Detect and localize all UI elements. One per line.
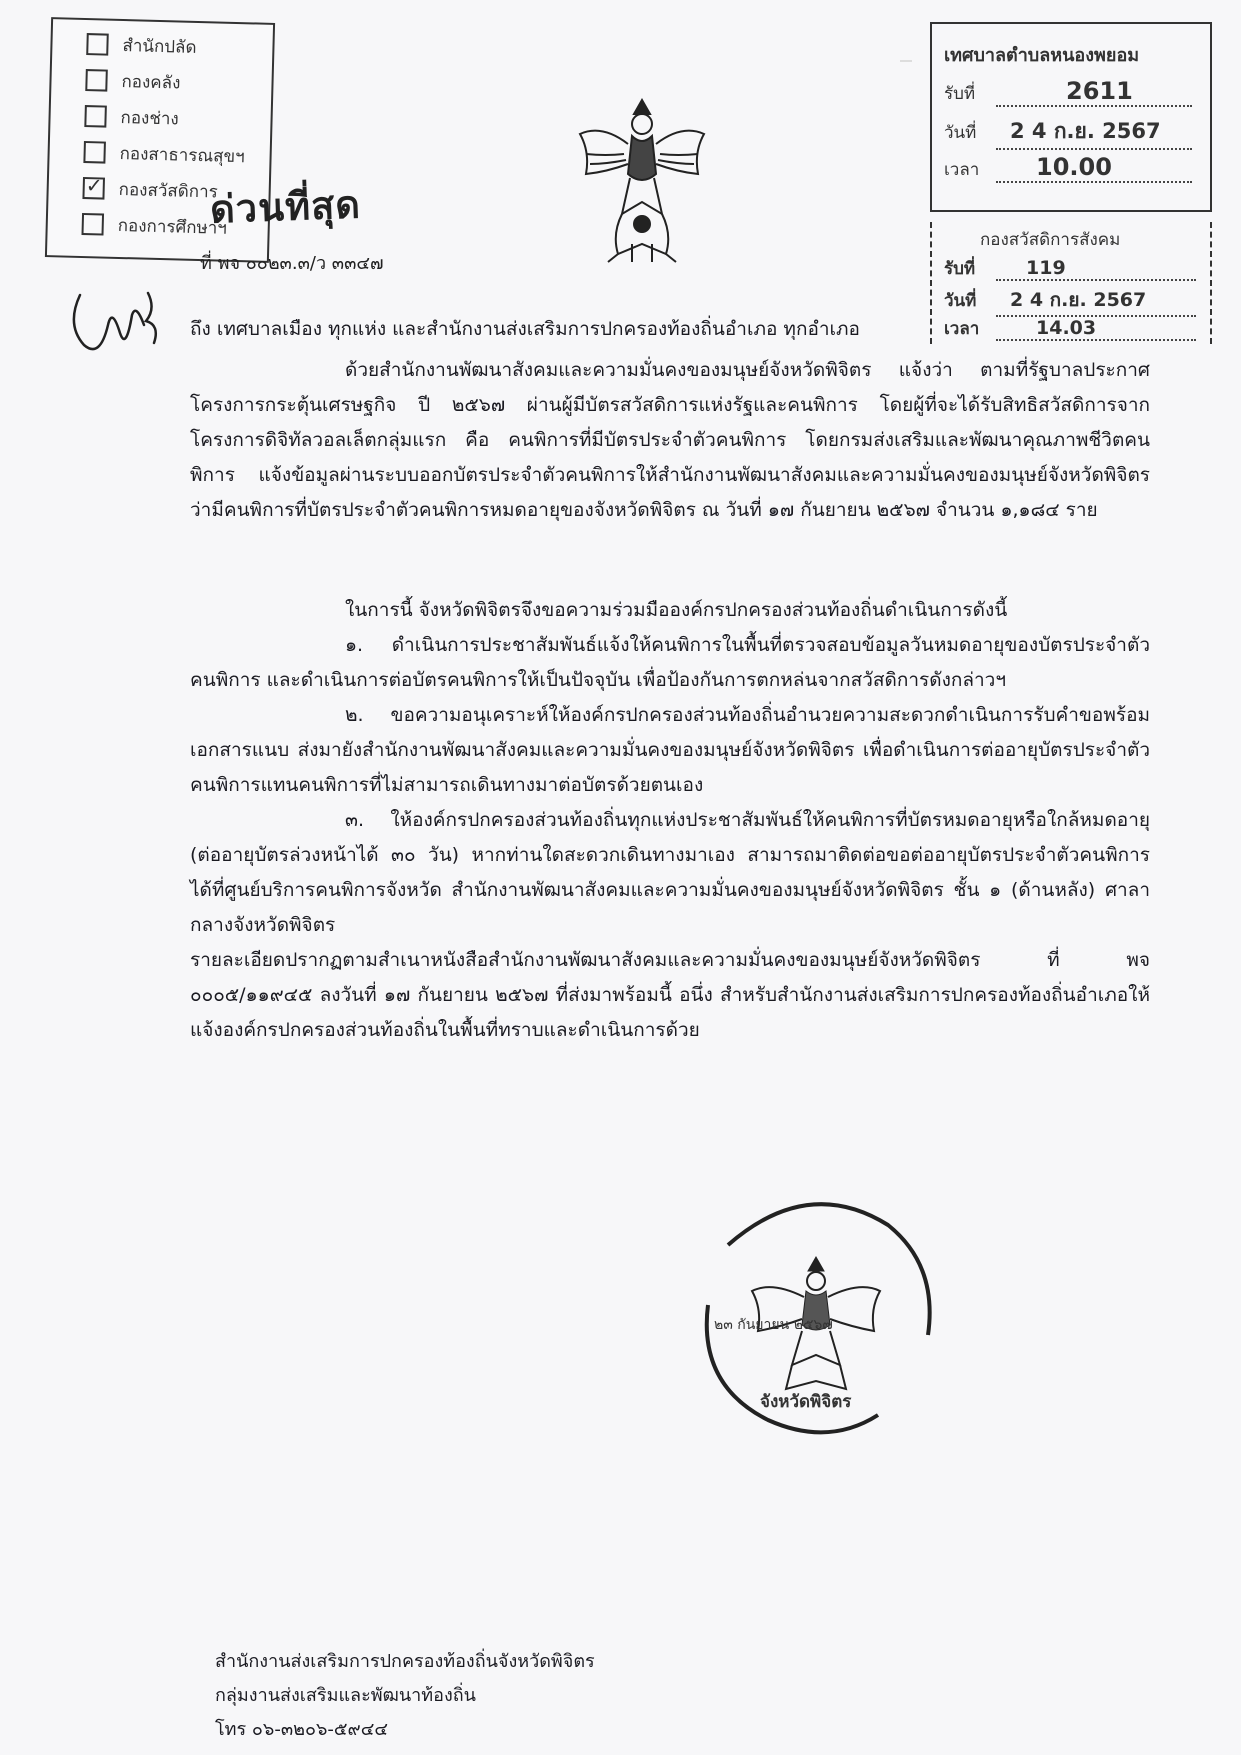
received-number: 2611	[996, 77, 1192, 107]
received-date: 2 4 ก.ย. 2567	[996, 115, 1192, 150]
footer-phone: โทร ๐๖-๓๒๐๖-๕๙๔๔	[215, 1719, 388, 1740]
routing-item-label: กองสาธารณสุขฯ	[119, 143, 245, 167]
receipt-stamp-title: กองสวัสดิการสังคม	[980, 230, 1121, 250]
received-date: 2 4 ก.ย. 2567	[996, 285, 1196, 317]
routing-item	[52, 25, 273, 67]
checkbox-icon	[81, 213, 104, 236]
time-label: เวลา	[944, 319, 980, 339]
routing-item-label: สำนักปลัด	[122, 35, 197, 58]
footer-contact	[215, 1645, 595, 1747]
routing-item-label: กองสวัสดิการ	[118, 179, 219, 203]
time-label: เวลา	[944, 160, 980, 180]
checkbox-icon	[86, 33, 109, 56]
seal-date: ๒๓ กันยายน ๒๕๖๗	[714, 1317, 833, 1333]
routing-item	[51, 61, 272, 103]
addressee-line: ถึง เทศบาลเมือง ทุกแห่ง และสำนักงานส่งเสริมการปกครองท้องถิ่นอำเภอ ทุกอำเภอ	[190, 318, 860, 340]
paragraph-text: ด้วยสำนักงานพัฒนาสังคมและความมั่นคงของมนุษย์จังหวัดพิจิตร แจ้งว่า ตามที่รัฐบาลประกาศโครงการกระตุ้นเศรษฐกิจ ปี ๒๕๖๗ ผ่านผู้มีบัตรสวัสดิการแห่งรัฐและคนพิการ โดยผู้ที่จะได้รับสิทธิสวัสดิการจากโครงการดิจิทัลวอลเล็ตกลุ่มแรก คือ คนพิการที่มีบัตรประจำตัวคนพิการ โดยกรมส่งเสริมและพัฒนาคุณภาพชีวิตคนพิการ แจ้งข้อมูลผ่านระบบออกบัตรประจำตัวคนพิการให้สำนักงานพัฒนาสังคมและความมั่นคงของมนุษย์จังหวัดพิจิตร ว่ามีคนพิการที่บัตรประจำตัวคนพิการหมดอายุของจังหวัดพิจิตร ณ วันที่ ๑๗ กันยายน ๒๕๖๗ จำนวน ๑,๑๘๔ ราย	[190, 359, 1150, 521]
checkbox-icon	[84, 105, 107, 128]
received-number: 119	[996, 257, 1196, 281]
footer-office: สำนักงานส่งเสริมการปกครองท้องถิ่นจังหวัดพิจิตร	[215, 1651, 595, 1672]
received-label: รับที่	[944, 259, 976, 279]
receipt-stamp-welfare-division	[930, 222, 1212, 344]
list-item: ๓. ให้องค์กรปกครองส่วนท้องถิ่นทุกแห่งประชาสัมพันธ์ให้คนพิการที่บัตรหมดอายุหรือใกล้หมดอายุ (ต่ออายุบัตรล่วงหน้าได้ ๓๐ วัน) หากท่านใดสะดวกเดินทางมาเอง สามารถมาติดต่อขอต่ออายุบัตรประจำตัวคนพิการได้ที่ศูนย์บริการคนพิการจังหวัด สำนักงานพัฒนาสังคมและความมั่นคงของมนุษย์จังหวัดพิจิตร ชั้น ๑ (ด้านหลัง) ศาลากลางจังหวัดพิจิตร	[190, 809, 1150, 936]
paragraph-intro: ในการนี้ จังหวัดพิจิตรจึงขอความร่วมมือองค์กรปกครองส่วนท้องถิ่นดำเนินการดังนี้	[345, 599, 1008, 621]
routing-item-label: กองคลัง	[121, 71, 181, 94]
received-time: 14.03	[996, 317, 1196, 341]
body-paragraph-1	[190, 353, 1150, 528]
routing-item	[49, 133, 270, 175]
checkbox-icon	[83, 141, 106, 164]
garuda-emblem-icon	[572, 94, 712, 266]
list-item: ๒. ขอความอนุเคราะห์ให้องค์กรปกครองส่วนท้องถิ่นอำนวยความสะดวกดำเนินการรับคำขอพร้อมเอกสารแนบ ส่งมายังสำนักงานพัฒนาสังคมและความมั่นคงของมนุษย์จังหวัดพิจิตร เพื่อดำเนินการต่ออายุบัตรประจำตัวคนพิการแทนคนพิการที่ไม่สามารถเดินทางมาต่อบัตรด้วยตนเอง	[190, 704, 1150, 796]
urgency-stamp: ด่วนที่สุด	[209, 182, 362, 232]
receipt-stamp-municipality	[930, 22, 1212, 212]
body-paragraph-2	[190, 593, 1150, 1048]
date-label: วันที่	[944, 123, 977, 143]
list-item: ๑. ดำเนินการประชาสัมพันธ์แจ้งให้คนพิการในพื้นที่ตรวจสอบข้อมูลวันหมดอายุของบัตรประจำตัวคนพิการ และดำเนินการต่อบัตรคนพิการให้เป็นปัจจุบัน เพื่อป้องกันการตกหล่นจากสวัสดิการดังกล่าวฯ	[190, 634, 1150, 691]
received-label: รับที่	[944, 84, 976, 104]
checkbox-checked-icon	[82, 177, 105, 200]
handwritten-signature	[60, 285, 170, 365]
seal-province: จังหวัดพิจิตร	[760, 1392, 852, 1412]
document-number: ที่ พจ ๐๐๒๓.๓/ว ๓๓๔๗	[200, 253, 384, 274]
received-time: 10.00	[996, 153, 1192, 183]
routing-item-label: กองช่าง	[120, 107, 180, 129]
details-paragraph: รายละเอียดปรากฏตามสำเนาหนังสือสำนักงานพัฒนาสังคมและความมั่นคงของมนุษย์จังหวัดพิจิตร ที่ พจ ๐๐๐๕/๑๑๙๔๕ ลงวันที่ ๑๗ กันยายน ๒๕๖๗ ที่ส่งมาพร้อมนี้ อนึ่ง สำหรับสำนักงานส่งเสริมการปกครองท้องถิ่นอำเภอให้แจ้งองค์กรปกครองส่วนท้องถิ่นในพื้นที่ทราบและดำเนินการด้วย	[190, 949, 1150, 1041]
footer-division: กลุ่มงานส่งเสริมและพัฒนาท้องถิ่น	[215, 1685, 476, 1706]
date-label: วันที่	[944, 291, 977, 311]
routing-item-label: กองการศึกษาฯ	[117, 215, 228, 239]
scan-mark	[900, 60, 912, 62]
routing-item	[50, 97, 271, 139]
checkbox-icon	[85, 69, 108, 92]
receipt-stamp-title: เทศบาลตำบลหนองพยอม	[944, 45, 1140, 66]
